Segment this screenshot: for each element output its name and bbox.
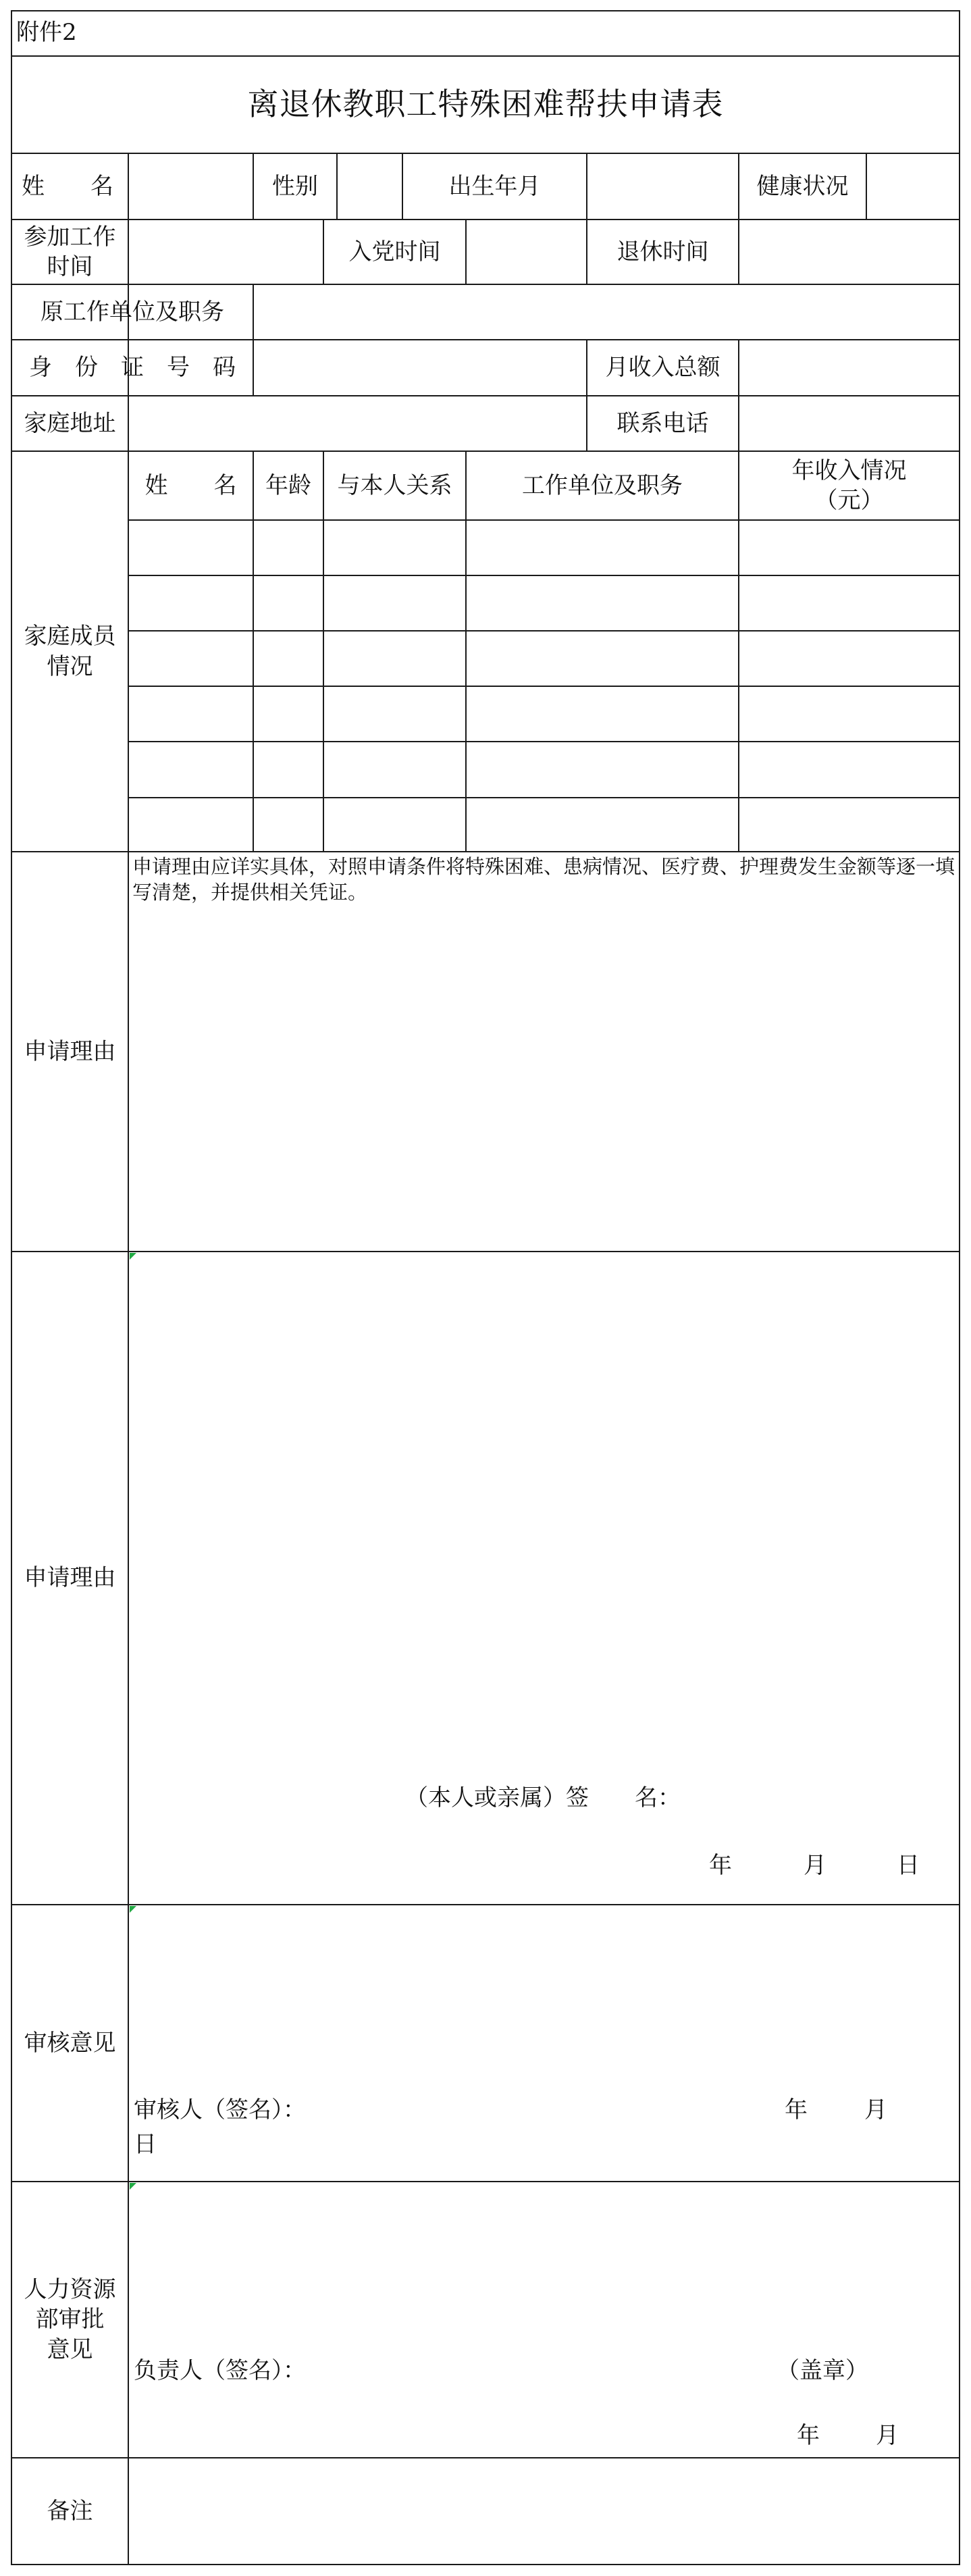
id-number-field[interactable]: [254, 340, 586, 395]
phone-field[interactable]: [739, 396, 959, 450]
family-header-age: 年龄: [265, 471, 311, 499]
health-field[interactable]: [867, 154, 959, 219]
former-unit-field[interactable]: [254, 285, 959, 339]
line-top: [11, 10, 960, 11]
name-label: 姓 名: [22, 172, 113, 200]
family-header-unit: 工作单位及职务: [522, 471, 683, 499]
retire-field[interactable]: [739, 220, 959, 284]
line-bottom: [11, 2564, 960, 2565]
applicant-date-day: 日: [897, 1852, 920, 1879]
id-number-label: 身 份 证 号 码: [29, 354, 236, 382]
reason-instruction-note: 申请理由应详实具体，对照申请条件将特殊困难、患病情况、医疗费、护理费发生金额等逐一填写清楚，并提供相关凭证。: [132, 855, 955, 904]
line-after-family: [11, 851, 960, 852]
birth-field[interactable]: [587, 154, 738, 219]
family-header-income: 年收入情况 （元）: [791, 457, 907, 514]
reason-label: 申请理由: [24, 1037, 116, 1065]
review-field[interactable]: [129, 1905, 959, 2088]
reason-field-second[interactable]: [129, 1252, 959, 1759]
monthly-income-label: 月收入总额: [605, 354, 720, 382]
former-unit-label: 原工作单位及职务: [41, 298, 224, 326]
hr-date-year: 年: [797, 2422, 820, 2449]
party-label: 入党时间: [348, 238, 441, 265]
review-date-year: 年: [785, 2096, 808, 2123]
review-date-day: 日: [134, 2131, 157, 2158]
monthly-income-field[interactable]: [739, 340, 959, 395]
applicant-signature-label: （本人或亲属）签 名：: [405, 1784, 681, 1811]
family-section-label: 家庭成员 情况: [24, 623, 116, 680]
phone-label: 联系电话: [616, 409, 709, 437]
applicant-date-month: 月: [804, 1852, 826, 1879]
work-start-label: 参加工作 时间: [24, 223, 116, 280]
gender-field[interactable]: [338, 154, 402, 219]
family-header-name: 姓 名: [145, 471, 237, 499]
hr-approval-field[interactable]: [129, 2182, 959, 2351]
hr-approval-label: 人力资源 部审批 意见: [24, 2276, 116, 2363]
line-right: [959, 10, 960, 2565]
work-start-field[interactable]: [129, 220, 323, 284]
name-field[interactable]: [129, 154, 253, 219]
reason-field[interactable]: [129, 912, 959, 1250]
birth-label: 出生年月: [448, 172, 541, 200]
review-date-month: 月: [864, 2096, 887, 2123]
gender-label: 性别: [272, 172, 318, 200]
annex-label: 附件2: [16, 19, 77, 46]
form-title: 离退休教职工特殊困难帮扶申请表: [247, 86, 724, 123]
remarks-field[interactable]: [129, 2458, 959, 2564]
seal-label: （盖章）: [777, 2357, 868, 2384]
responsible-signature-label: 负责人（签名）：: [134, 2357, 306, 2384]
applicant-date-year: 年: [709, 1852, 732, 1879]
health-label: 健康状况: [756, 172, 849, 200]
remarks-label: 备注: [47, 2497, 93, 2525]
hr-date-month: 月: [876, 2422, 899, 2449]
review-label: 审核意见: [24, 2029, 116, 2057]
address-label: 家庭地址: [24, 409, 116, 437]
family-header-relation: 与本人关系: [337, 471, 452, 499]
reason-label-second: 申请理由: [24, 1564, 116, 1592]
reviewer-signature-label: 审核人（签名）：: [134, 2096, 306, 2123]
party-field[interactable]: [467, 220, 586, 284]
address-field[interactable]: [129, 396, 586, 450]
retire-label: 退休时间: [616, 238, 709, 265]
